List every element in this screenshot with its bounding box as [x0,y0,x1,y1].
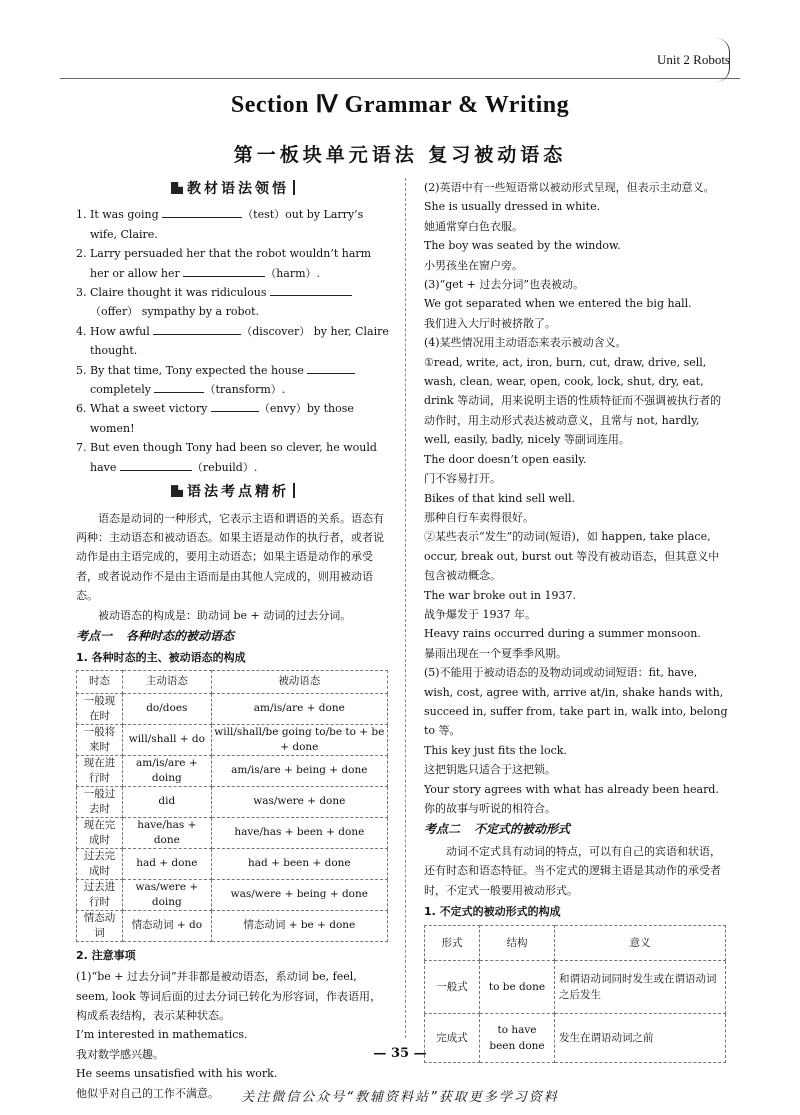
example-line: 她通常穿白色衣服。 [424,219,523,233]
kaodian-1-heading: 考点一 各种时态的被动语态 [76,628,235,643]
table-row: 情态动词 情态动词 + do 情态动词 + be + done [77,910,388,941]
section-title: Section Ⅳ Grammar & Writing [230,92,570,118]
table-row: 一般过去时 did was/were + done [77,786,388,817]
example-line: I’m interested in mathematics. [76,1028,248,1042]
table-row: 现在进行时 am/is/are + doing am/is/are + being + done [77,755,388,786]
answer-blank[interactable] [153,324,241,335]
structure-paragraph: 被动语态的构成是：助动词 be + 动词的过去分词。 [98,608,352,622]
example-line: 小男孩坐在窗户旁。 [424,258,523,272]
table-header-row: 形式 结构 意义 [425,926,726,961]
note-5: (5)不能用于被动语态的及物动词或动词短语：fit, have, wish, cost, agree with, arrive at/in, shake hands with, succeed in, suffer from, take part in, walk into, belong to 等。 [424,666,728,738]
example-line: 你的故事与听说的相符合。 [424,802,556,815]
infinitive-table-heading: 1. 不定式的被动形式的构成 [424,905,561,919]
column-divider [405,178,406,1038]
note-3: (3)“get + 过去分词”也表被动。 [424,278,585,292]
answer-blank[interactable] [154,382,204,393]
table-row: 一般现在时 do/does am/is/are + done [77,693,388,724]
example-line: 我们进入大厅时被挤散了。 [424,316,556,330]
note-4: (4)某些情况用主动语态来表示被动含义。 [424,336,627,350]
note-4a: ①read, write, act, iron, burn, cut, draw, drive, sell, wash, clean, wear, open, cook, lock, shut, dry, eat, drink 等动词，用来说明主语的性质特征而不强调被执行者的动作时，用主动形式表达被动意义，且常与 not, hardly, well, easily, badly, nicely 等副词连用。 [424,355,722,447]
table-row: 过去进行时 was/were + doing was/were + being + done [77,879,388,910]
subhead-grammar-analysis: 语法考点精析 [76,483,390,502]
table-row: 一般式 to be done 和谓语动词同时发生或在谓语动词之后发生 [425,961,726,1014]
bookmark-icon [171,485,183,497]
example-line: Bikes of that kind sell well. [424,491,576,505]
note-1: (1)“be + 过去分词”并非都是被动语态，系动词 be, feel, seem, look 等词后面的过去分词已转化为形容词，作表语用，构成系表结构，表示某种状态。 [76,970,382,1022]
example-line: The boy was seated by the window. [424,239,621,253]
exercise-3: 3. Claire thought it was ridiculous （offer） sympathy by a robot. [76,283,390,322]
answer-blank[interactable] [307,363,355,374]
table-row: 过去完成时 had + done had + been + done [77,848,388,879]
example-line: 我对数学感兴趣。 [76,1047,164,1061]
example-line: The door doesn’t open easily. [424,452,587,466]
exercise-5: 5. By that time, Tony expected the house completely （transform）. [76,361,390,400]
header-rule [60,78,740,79]
page-number: — 35 — [373,1046,427,1061]
subhead-textbook-grammar: 教材语法领悟 [76,180,390,199]
example-line: 他似乎对自己的工作不满意。 [76,1086,219,1100]
kaodian-2-heading: 考点二 不定式的被动形式 [424,822,571,837]
left-column [76,178,390,1103]
answer-blank[interactable] [183,266,265,277]
answer-blank[interactable] [211,401,259,412]
answer-blank[interactable] [162,207,242,218]
exercise-6: 6. What a sweet victory （envy）by those women! [76,402,354,435]
example-line: 战争爆发于 1937 年。 [424,607,536,621]
example-line: 门不容易打开。 [424,472,501,486]
notes-heading: 2. 注意事项 [76,948,136,962]
example-line: 暴雨出现在一个夏季季风期。 [424,646,567,660]
example-line: 那种自行车卖得很好。 [424,510,534,524]
tense-voice-table [76,670,388,942]
table-row: 一般将来时 will/shall + do will/shall/be going to/be to + be + done [77,724,388,755]
example-line: We got separated when we entered the big hall. [424,297,692,311]
table-header-row: 时态 主动语态 被动语态 [77,670,388,693]
example-line: She is usually dressed in white. [424,200,601,214]
example-line: He seems unsatisfied with his work. [76,1067,278,1081]
example-line: 这把钥匙只适合于这把锁。 [424,763,556,777]
example-line: Your story agrees with what has already been heard. [424,782,719,796]
block-title: 第一板块单元语法 复习被动语态 [233,144,567,166]
table-row: 完成式 to have been done 发生在谓语动词之前 [425,1014,726,1063]
exercise-2: 2. Larry persuaded her that the robot wouldn’t harm her or allow her （harm）. [76,247,372,280]
note-4b: ②某些表示“发生”的动词(短语)，如 happen, take place, occur, break out, burst out 等没有被动语态，但其意义中包含被动概念。 [424,530,720,583]
infinitive-passive-table [424,925,726,1063]
exercise-4: 4. How awful （discover） by her, Claire thought. [76,324,389,358]
bookmark-icon [171,182,183,194]
exercise-7: 7. But even though Tony had been so clever, he would have （rebuild）. [76,441,377,474]
answer-blank[interactable] [120,460,192,471]
example-line: Heavy rains occurred during a summer monsoon. [424,627,701,641]
kaodian-2-intro: 动词不定式具有动词的特点，可以有自己的宾语和状语，还有时态和语态特征。当不定式的逻辑主语是其动作的承受者时，不定式一般要用被动形式。 [424,844,721,897]
exercise-1: 1. It was going （test）out by Larry’s wife, Claire. [76,208,364,241]
promo-footer: 关注微信公众号“教辅资料站”获取更多学习资料 [241,1090,559,1105]
note-2: (2)英语中有一些短语常以被动形式呈现，但表示主动意义。 [424,181,715,194]
intro-paragraph: 语态是动词的一种形式，它表示主语和谓语的关系。语态有两种：主动语态和被动语态。如果主语是动作的执行者，或者说动作是由主语完成的，要用主动语态；如果主语是动作的承受者，或者说动作不是由主语而是由其他人完成的，则用被动语态。 [76,511,384,603]
running-header: Unit 2 Robots [657,52,730,67]
tense-table-heading: 1. 各种时态的主、被动语态的构成 [76,651,246,665]
answer-blank[interactable] [270,285,352,296]
right-column [424,178,728,1067]
table-row: 现在完成时 have/has + done have/has + been + done [77,817,388,848]
example-line: This key just fits the lock. [424,743,567,757]
example-line: The war broke out in 1937. [424,588,576,602]
